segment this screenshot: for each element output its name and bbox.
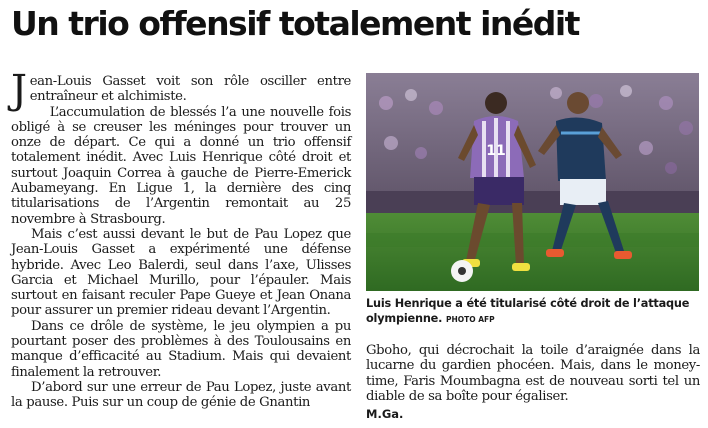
paragraph: Dans ce drôle de système, le jeu olympien a pu pourtant poser des problèmes à des Toulousains en manque d’efficacité au Stadium. Mais qui devaient finalement la retrouver. bbox=[11, 318, 351, 380]
match-photo-illustration bbox=[366, 73, 699, 291]
lead-paragraph bbox=[11, 67, 351, 113]
advertising-board bbox=[366, 191, 699, 213]
author-signature: M.Ga. bbox=[366, 407, 404, 421]
paragraph: D’abord sur une erreur de Pau Lopez, juste avant la pause. Puis sur un coup de génie de Gnantin bbox=[11, 379, 351, 411]
photo-caption bbox=[366, 296, 700, 327]
jersey-number: 11 bbox=[486, 143, 506, 159]
paragraph: L’accumulation de blessés l’a une nouvelle fois obligé à se creuser les méninges pour trouver un onze de départ. Ce qui a donné un trio offensif totalement inédit. Avec Luis Henrique côté droit et surtout Joaquin Correa à gauche de Pierre-Emerick Aubameyang. En Ligue 1, la dernière des cinq titularisations de l’Argentin remontait au 25 novembre à Strasbourg. bbox=[11, 104, 351, 227]
ball bbox=[451, 260, 473, 282]
article-left-column bbox=[11, 67, 351, 411]
dropcap: J bbox=[11, 67, 27, 113]
headline: Un trio offensif totalement inédit bbox=[11, 4, 579, 43]
lead-paragraph-text: ean-Louis Gasset voit son rôle osciller entre entraîneur et alchimiste. bbox=[29, 74, 351, 105]
article-right-column bbox=[366, 343, 700, 404]
photo-credit: PHOTO AFP bbox=[445, 315, 495, 324]
paragraph: Mais c’est aussi devant le but de Pau Lopez que Jean-Louis Gasset a expérimenté une défense hybride. Avec Leo Balerdi, seul dans l’axe, Ulisses Garcia et Michael Murillo, pour l’épauler. Mais surtout en faisant reculer Pape Gueye et Jean Onana pour assurer un premier rideau devant l’Argentin. bbox=[11, 226, 351, 319]
caption-text: Luis Henrique a été titularisé côté droit de l’attaque olympienne. bbox=[366, 297, 690, 325]
match-photo bbox=[366, 73, 699, 291]
pitch bbox=[366, 213, 699, 291]
paragraph: Gboho, qui décrochait la toile d’araignée dans la lucarne du gardien phocéen. Mais, dans le money-time, Faris Moumbagna est de nouveau sorti tel un diable de sa boîte pour égaliser. bbox=[366, 343, 700, 404]
